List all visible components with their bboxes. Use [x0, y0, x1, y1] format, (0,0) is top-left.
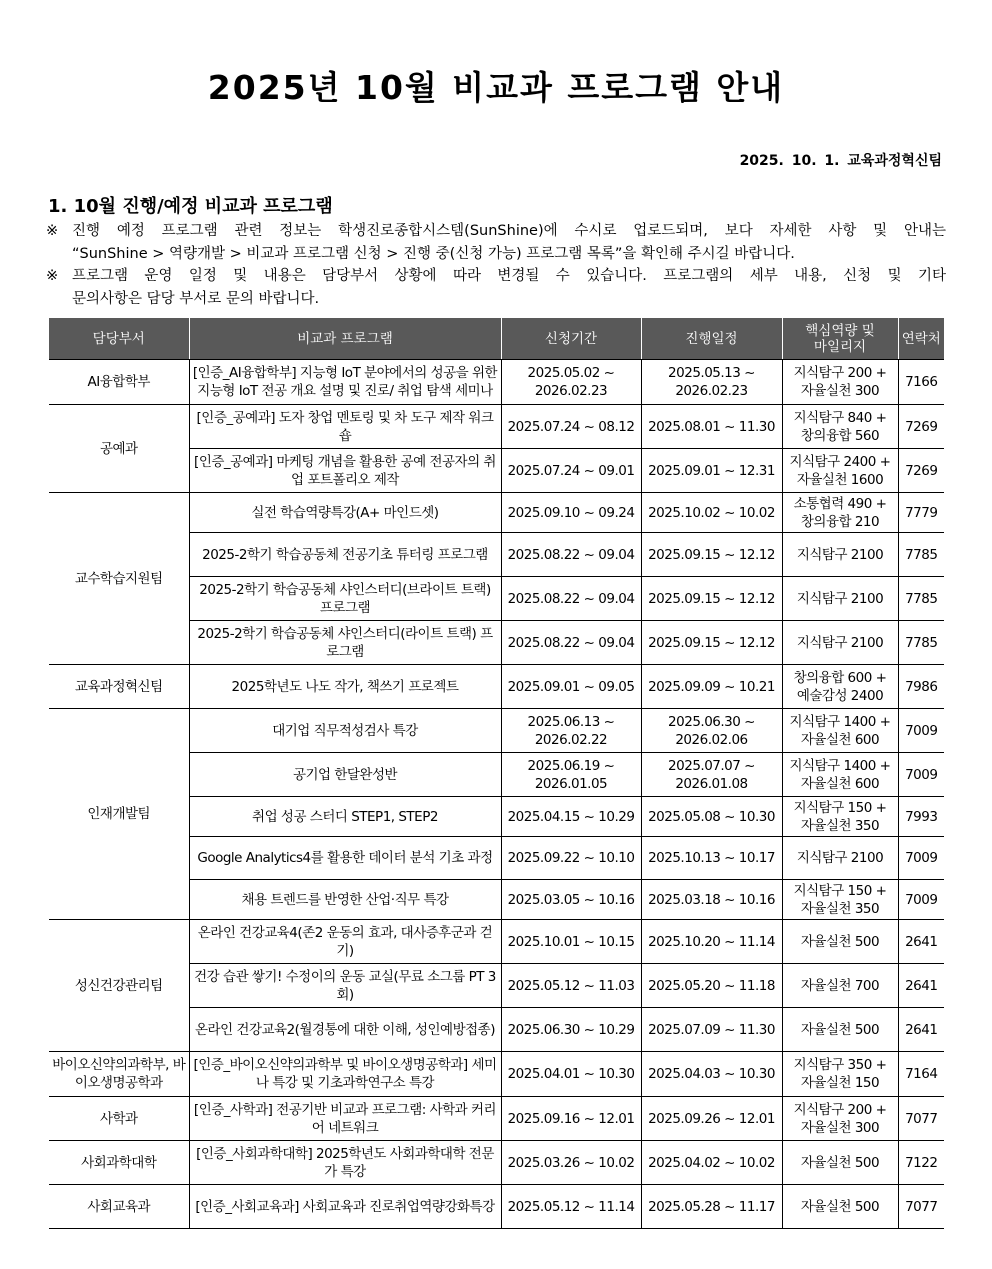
period-cell: 2025.09.15 ~ 12.12 [641, 533, 782, 577]
mileage-cell: 지식탐구 150 + 자율실천 350 [782, 880, 898, 920]
note-2 [46, 265, 946, 310]
program-cell: 건강 습관 쌓기! 수정이의 운동 교실(무료 소그룹 PT 3회) [189, 964, 501, 1008]
mileage-cell: 지식탐구 2100 [782, 621, 898, 665]
program-cell: [인증_사학과] 전공기반 비교과 프로그램: 사학과 커리어 네트워크 [189, 1097, 501, 1141]
program-cell: 대기업 직무적성검사 특강 [189, 709, 501, 753]
contact-cell: 7077 [898, 1097, 944, 1141]
contact-cell: 7009 [898, 753, 944, 797]
contact-cell: 7993 [898, 797, 944, 837]
note-mark: ※ [46, 268, 59, 284]
apply-cell: 2025.03.05 ~ 10.16 [501, 880, 641, 920]
period-cell: 2025.06.30 ~ 2026.02.06 [641, 709, 782, 753]
section-title: 1. 10월 진행/예정 비교과 프로그램 [48, 196, 333, 217]
apply-cell: 2025.05.12 ~ 11.03 [501, 964, 641, 1008]
period-cell: 2025.04.02 ~ 10.02 [641, 1141, 782, 1185]
program-cell: [인증_AI융합학부] 지능형 IoT 분야에서의 성공을 위한 지능형 IoT 전공 개요 설명 및 진로/ 취업 탐색 세미나 [189, 360, 501, 405]
program-cell: 2025학년도 나도 작가, 책쓰기 프로젝트 [189, 665, 501, 709]
contact-cell: 7269 [898, 449, 944, 493]
contact-cell: 7077 [898, 1185, 944, 1229]
period-cell: 2025.10.20 ~ 11.14 [641, 920, 782, 964]
program-cell: [인증_공예과] 도자 창업 멘토링 및 차 도구 제작 워크숍 [189, 405, 501, 449]
mileage-cell: 지식탐구 1400 + 자율실천 600 [782, 709, 898, 753]
apply-cell: 2025.10.01 ~ 10.15 [501, 920, 641, 964]
period-cell: 2025.05.20 ~ 11.18 [641, 964, 782, 1008]
period-cell: 2025.08.01 ~ 11.30 [641, 405, 782, 449]
mileage-cell: 소통협력 490 + 창의융합 210 [782, 493, 898, 533]
period-cell: 2025.09.15 ~ 12.12 [641, 577, 782, 621]
contact-cell: 7122 [898, 1141, 944, 1185]
contact-cell: 2641 [898, 920, 944, 964]
contact-cell: 7009 [898, 837, 944, 880]
dept-cell: 성신건강관리팀 [49, 920, 189, 1052]
apply-cell: 2025.04.01 ~ 10.30 [501, 1052, 641, 1097]
contact-cell: 2641 [898, 1008, 944, 1052]
period-cell: 2025.04.03 ~ 10.30 [641, 1052, 782, 1097]
table-row [49, 1052, 944, 1097]
contact-cell: 7009 [898, 880, 944, 920]
period-cell: 2025.09.09 ~ 10.21 [641, 665, 782, 709]
mileage-cell: 지식탐구 350 + 자율실천 150 [782, 1052, 898, 1097]
table-row [49, 1185, 944, 1229]
contact-cell: 7785 [898, 621, 944, 665]
contact-cell: 2641 [898, 964, 944, 1008]
table-header-row [49, 318, 944, 360]
dept-cell: 사회교육과 [49, 1185, 189, 1229]
contact-cell: 7009 [898, 709, 944, 753]
program-cell: 취업 성공 스터디 STEP1, STEP2 [189, 797, 501, 837]
apply-cell: 2025.07.24 ~ 09.01 [501, 449, 641, 493]
mileage-cell: 지식탐구 150 + 자율실천 350 [782, 797, 898, 837]
apply-cell: 2025.03.26 ~ 10.02 [501, 1141, 641, 1185]
contact-cell: 7166 [898, 360, 944, 405]
program-cell: [인증_사회교육과] 사회교육과 진로취업역량강화특강 [189, 1185, 501, 1229]
mileage-cell: 자율실천 500 [782, 920, 898, 964]
dept-cell: 사학과 [49, 1097, 189, 1141]
mileage-cell: 자율실천 700 [782, 964, 898, 1008]
apply-cell: 2025.05.12 ~ 11.14 [501, 1185, 641, 1229]
apply-cell: 2025.09.10 ~ 09.24 [501, 493, 641, 533]
dept-cell: AI융합학부 [49, 360, 189, 405]
mileage-cell: 자율실천 500 [782, 1185, 898, 1229]
dept-cell: 사회과학대학 [49, 1141, 189, 1185]
apply-cell: 2025.08.22 ~ 09.04 [501, 621, 641, 665]
contact-cell: 7164 [898, 1052, 944, 1097]
dept-cell: 교육과정혁신팀 [49, 665, 189, 709]
table-row [49, 1141, 944, 1185]
period-cell: 2025.09.01 ~ 12.31 [641, 449, 782, 493]
contact-cell: 7785 [898, 577, 944, 621]
program-cell: [인증_공예과] 마케팅 개념을 활용한 공예 전공자의 취업 포트폴리오 제작 [189, 449, 501, 493]
mileage-cell: 지식탐구 2100 [782, 837, 898, 880]
header-mileage [782, 318, 898, 360]
apply-cell: 2025.04.15 ~ 10.29 [501, 797, 641, 837]
period-cell: 2025.05.28 ~ 11.17 [641, 1185, 782, 1229]
table-row [49, 709, 944, 753]
apply-cell: 2025.07.24 ~ 08.12 [501, 405, 641, 449]
header-program: 비교과 프로그램 [189, 318, 501, 360]
mileage-cell: 지식탐구 2100 [782, 577, 898, 621]
apply-cell: 2025.05.02 ~ 2026.02.23 [501, 360, 641, 405]
header-mileage-line: 핵심역량 및 [805, 322, 875, 339]
period-cell: 2025.10.13 ~ 10.17 [641, 837, 782, 880]
header-mileage-line: 마일리지 [813, 338, 867, 355]
program-cell: 2025-2학기 학습공동체 샤인스터디(브라이트 트랙) 프로그램 [189, 577, 501, 621]
mileage-cell: 지식탐구 2400 + 자율실천 1600 [782, 449, 898, 493]
dept-cell: 공예과 [49, 405, 189, 493]
apply-cell: 2025.06.30 ~ 10.29 [501, 1008, 641, 1052]
apply-cell: 2025.08.22 ~ 09.04 [501, 533, 641, 577]
apply-cell: 2025.06.19 ~ 2026.01.05 [501, 753, 641, 797]
program-cell: 2025-2학기 학습공동체 샤인스터디(라이트 트랙) 프로그램 [189, 621, 501, 665]
table-row [49, 493, 944, 533]
program-cell: 온라인 건강교육2(월경통에 대한 이해, 성인예방접종) [189, 1008, 501, 1052]
page-title: 2025년 10월 비교과 프로그램 안내 [207, 68, 785, 107]
period-cell: 2025.09.15 ~ 12.12 [641, 621, 782, 665]
apply-cell: 2025.08.22 ~ 09.04 [501, 577, 641, 621]
program-cell: 온라인 건강교육4(존2 운동의 효과, 대사증후군과 걷기) [189, 920, 501, 964]
dept-cell: 바이오신약의과학부, 바이오생명공학과 [49, 1052, 189, 1097]
period-cell: 2025.03.18 ~ 10.16 [641, 880, 782, 920]
program-cell: Google Analytics4를 활용한 데이터 분석 기초 과정 [189, 837, 501, 880]
program-cell: [인증_사회과학대학] 2025학년도 사회과학대학 전문가 특강 [189, 1141, 501, 1185]
contact-cell: 7785 [898, 533, 944, 577]
note-mark: ※ [46, 223, 59, 239]
program-cell: 공기업 한달완성반 [189, 753, 501, 797]
dateline: 2025. 10. 1. 교육과정혁신팀 [739, 153, 942, 169]
period-cell: 2025.05.08 ~ 10.30 [641, 797, 782, 837]
apply-cell: 2025.09.16 ~ 12.01 [501, 1097, 641, 1141]
dept-cell: 교수학습지원팀 [49, 493, 189, 665]
period-cell: 2025.10.02 ~ 10.02 [641, 493, 782, 533]
mileage-cell: 지식탐구 1400 + 자율실천 600 [782, 753, 898, 797]
period-cell: 2025.05.13 ~ 2026.02.23 [641, 360, 782, 405]
program-table [49, 317, 944, 1229]
table-row [49, 360, 944, 405]
apply-cell: 2025.09.01 ~ 09.05 [501, 665, 641, 709]
contact-cell: 7986 [898, 665, 944, 709]
program-cell: 실전 학습역량특강(A+ 마인드셋) [189, 493, 501, 533]
apply-cell: 2025.06.13 ~ 2026.02.22 [501, 709, 641, 753]
header-apply: 신청기간 [501, 318, 641, 360]
mileage-cell: 지식탐구 840 + 창의융합 560 [782, 405, 898, 449]
header-dept: 담당부서 [49, 318, 189, 360]
table-row [49, 920, 944, 964]
program-cell: 채용 트렌드를 반영한 산업·직무 특강 [189, 880, 501, 920]
period-cell: 2025.09.26 ~ 12.01 [641, 1097, 782, 1141]
header-period: 진행일정 [641, 318, 782, 360]
note-1 [46, 220, 946, 265]
program-cell: 2025-2학기 학습공동체 전공기초 튜터링 프로그램 [189, 533, 501, 577]
table-row [49, 665, 944, 709]
note-line: 진행 예정 프로그램 관련 정보는 학생진로종합시스템(SunShine)에 수시로 업로드되며, 보다 자세한 사항 및 안내는 [72, 223, 946, 239]
apply-cell: 2025.09.22 ~ 10.10 [501, 837, 641, 880]
note-line: 문의사항은 담당 부서로 문의 바랍니다. [72, 290, 320, 307]
mileage-cell: 지식탐구 200 + 자율실천 300 [782, 360, 898, 405]
mileage-cell: 자율실천 500 [782, 1008, 898, 1052]
period-cell: 2025.07.07 ~ 2026.01.08 [641, 753, 782, 797]
period-cell: 2025.07.09 ~ 11.30 [641, 1008, 782, 1052]
table-row [49, 1097, 944, 1141]
note-line: 프로그램 운영 일정 및 내용은 담당부서 상황에 따라 변경될 수 있습니다. 프로그램의 세부 내용, 신청 및 기타 [72, 268, 946, 284]
mileage-cell: 지식탐구 200 + 자율실천 300 [782, 1097, 898, 1141]
dept-cell: 인재개발팀 [49, 709, 189, 920]
header-contact: 연락처 [898, 318, 944, 360]
note-text [72, 265, 946, 310]
contact-cell: 7779 [898, 493, 944, 533]
note-line: “SunShine > 역량개발 > 비교과 프로그램 신청 > 진행 중(신청 가능) 프로그램 목록”을 확인해 주시길 바랍니다. [72, 245, 795, 262]
contact-cell: 7269 [898, 405, 944, 449]
mileage-cell: 자율실천 500 [782, 1141, 898, 1185]
mileage-cell: 지식탐구 2100 [782, 533, 898, 577]
mileage-cell: 창의융합 600 + 예술감성 2400 [782, 665, 898, 709]
table-row [49, 405, 944, 449]
program-cell: [인증_바이오신약의과학부 및 바이오생명공학과] 세미나 특강 및 기초과학연구소 특강 [189, 1052, 501, 1097]
notes [46, 220, 946, 310]
note-text [72, 220, 946, 265]
